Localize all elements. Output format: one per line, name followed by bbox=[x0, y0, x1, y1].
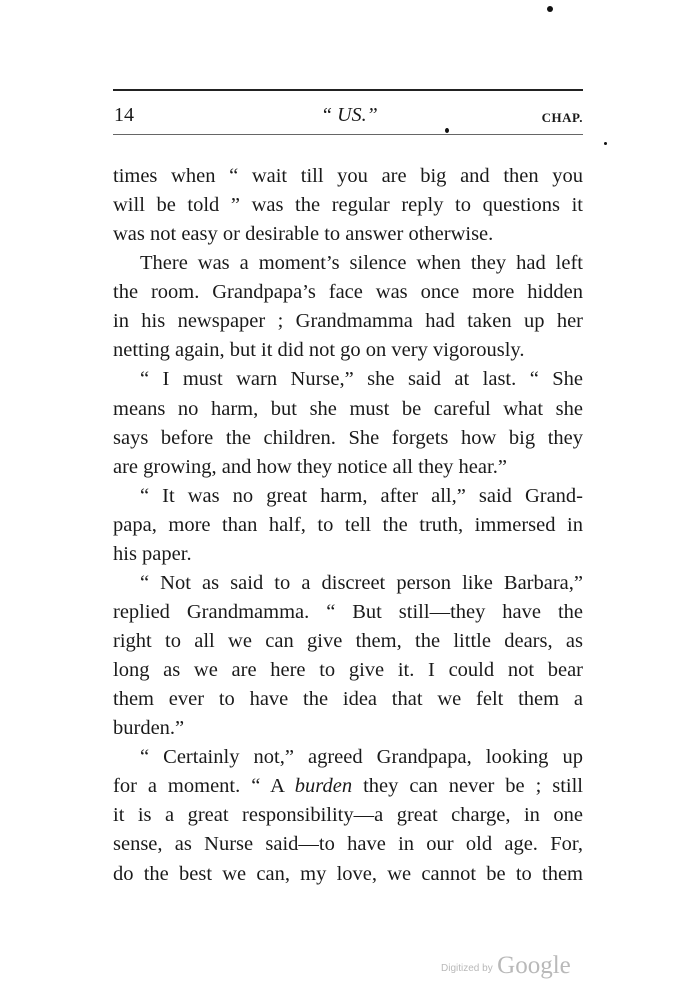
header-underline bbox=[113, 134, 583, 135]
text-line: long as we are here to give it. I could not bear bbox=[113, 659, 583, 682]
text-line: “ It was no great harm, after all,” said Grand- bbox=[140, 484, 583, 507]
chapter-label: CHAP. bbox=[541, 110, 583, 125]
text-line: his paper. bbox=[113, 542, 192, 565]
ink-speck bbox=[445, 128, 449, 133]
ink-speck bbox=[604, 142, 607, 145]
watermark-prefix: Digitized by bbox=[441, 963, 493, 974]
header-rule bbox=[113, 89, 583, 91]
text-line: in his newspaper ; Grandmamma had taken up her bbox=[113, 310, 583, 333]
text-line: sense, as Nurse said—to have in our old age. For, bbox=[113, 833, 583, 856]
running-title: “ US.” bbox=[321, 104, 378, 126]
text-segment: for a moment. “ A bbox=[113, 775, 295, 798]
text-line: them ever to have the idea that we felt them a bbox=[113, 688, 583, 711]
text-line: netting again, but it did not go on very vigorously. bbox=[113, 339, 525, 362]
digitized-watermark bbox=[441, 952, 571, 980]
watermark-brand: Google bbox=[497, 952, 571, 979]
text-line: says before the children. She forgets how big they bbox=[113, 426, 583, 449]
text-line: burden.” bbox=[113, 717, 185, 740]
text-line: it is a great responsibility—a great charge, in one bbox=[113, 804, 583, 827]
text-line: times when “ wait till you are big and then you bbox=[113, 165, 583, 187]
ink-speck bbox=[547, 6, 553, 12]
text-line: means no harm, but she must be careful what she bbox=[113, 397, 583, 420]
text-line: will be told ” was the regular reply to questions it bbox=[113, 194, 583, 217]
text-line: do the best we can, my love, we cannot be to them bbox=[113, 862, 583, 885]
text-line: right to all we can give them, the little dears, as bbox=[113, 630, 583, 652]
page-number: 14 bbox=[114, 104, 134, 126]
text-line: was not easy or desirable to answer otherwise. bbox=[113, 223, 494, 246]
text-line bbox=[113, 772, 583, 801]
text-line: “ Certainly not,” agreed Grandpapa, looking up bbox=[140, 746, 583, 769]
body-text bbox=[113, 162, 583, 889]
text-line: There was a moment’s silence when they had left bbox=[140, 252, 583, 275]
text-line: replied Grandmamma. “ But still—they have the bbox=[113, 600, 583, 623]
text-line: are growing, and how they notice all they hear.” bbox=[113, 455, 507, 478]
text-line: papa, more than half, to tell the truth, immersed in bbox=[113, 513, 583, 536]
text-line: “ I must warn Nurse,” she said at last. “ She bbox=[140, 368, 583, 391]
text-line: the room. Grandpapa’s face was once more hidden bbox=[113, 281, 583, 304]
text-line: “ Not as said to a discreet person like Barbara,” bbox=[140, 571, 583, 594]
italic-word: burden bbox=[294, 775, 353, 798]
text-segment: they can never be ; still bbox=[352, 775, 583, 798]
